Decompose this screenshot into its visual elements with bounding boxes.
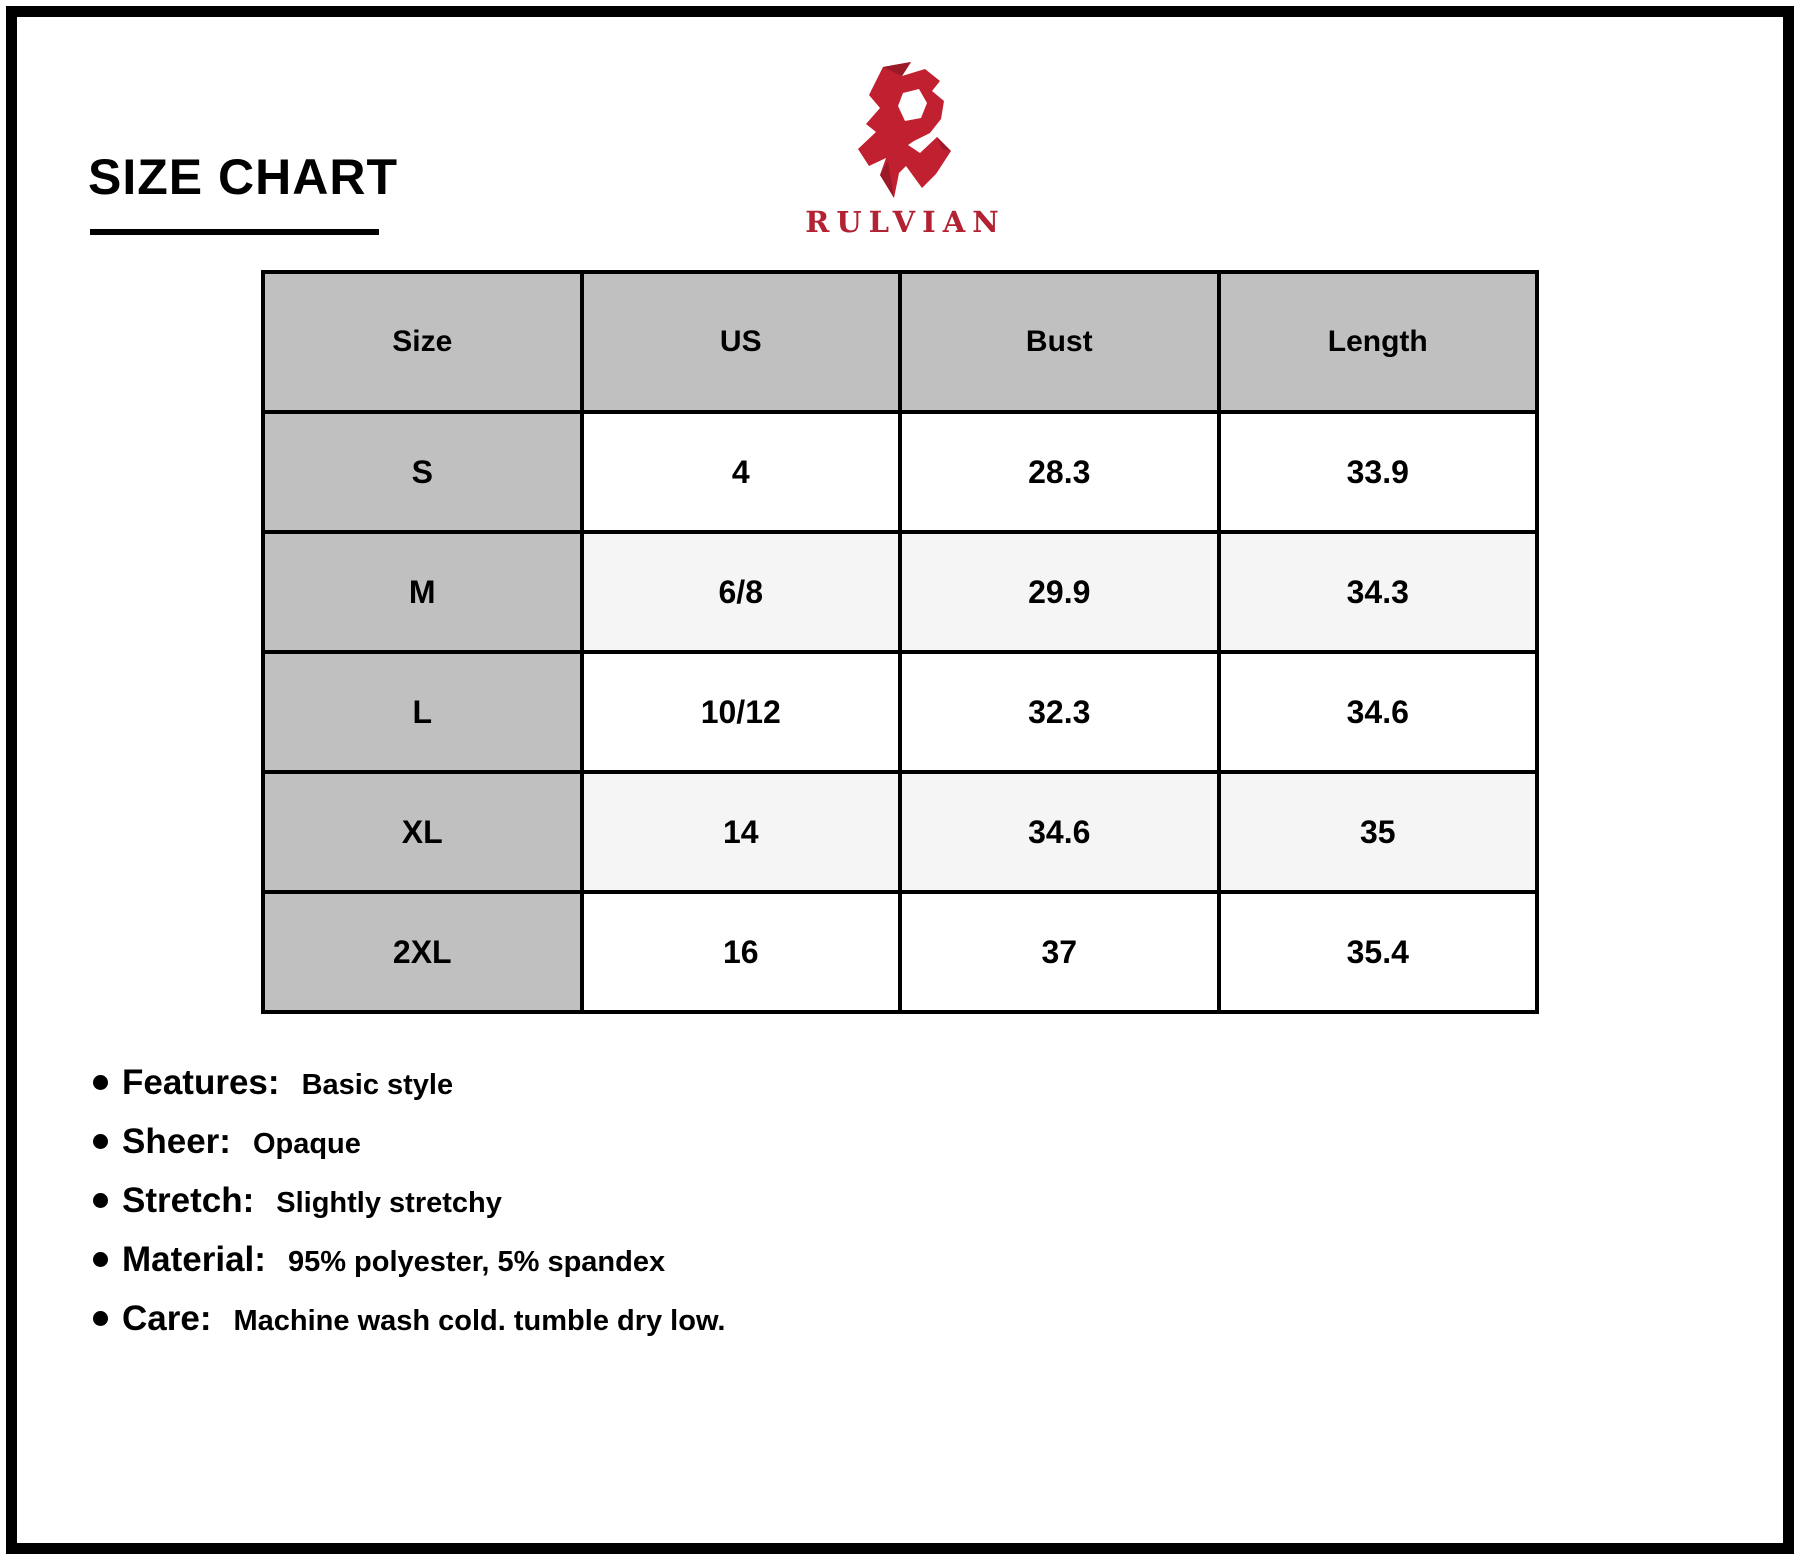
detail-value: Slightly stretchy — [276, 1186, 502, 1219]
table-row-m — [263, 532, 1537, 652]
cell-xl-length: 35 — [1219, 772, 1538, 892]
detail-item-stretch — [90, 1171, 726, 1230]
detail-label: Material: — [122, 1239, 266, 1279]
cell-m-length: 34.3 — [1219, 532, 1538, 652]
cell-2xl-length: 35.4 — [1219, 892, 1538, 1012]
cell-xl-bust: 34.6 — [900, 772, 1219, 892]
bullet-icon — [93, 1311, 108, 1326]
cell-xl-us: 14 — [582, 772, 901, 892]
cell-l-length: 34.6 — [1219, 652, 1538, 772]
detail-item-care — [90, 1289, 726, 1348]
size-table — [261, 270, 1539, 1014]
cell-2xl-us: 16 — [582, 892, 901, 1012]
cell-l-bust: 32.3 — [900, 652, 1219, 772]
detail-label: Features: — [122, 1062, 280, 1102]
bullet-icon — [93, 1075, 108, 1090]
detail-item-features — [90, 1053, 726, 1112]
detail-item-sheer — [90, 1112, 726, 1171]
detail-label: Sheer: — [122, 1121, 231, 1161]
bullet-icon — [93, 1252, 108, 1267]
brand-logo-icon — [845, 62, 961, 203]
detail-item-material — [90, 1230, 726, 1289]
cell-s-bust: 28.3 — [900, 412, 1219, 532]
column-header-bust: Bust — [900, 272, 1219, 412]
cell-m-us: 6/8 — [582, 532, 901, 652]
size-table-header-row — [263, 272, 1537, 412]
cell-s-length: 33.9 — [1219, 412, 1538, 532]
detail-value: Basic style — [301, 1068, 454, 1101]
cell-l-us: 10/12 — [582, 652, 901, 772]
column-header-us: US — [582, 272, 901, 412]
column-header-length: Length — [1219, 272, 1538, 412]
detail-label: Stretch: — [122, 1180, 255, 1220]
row-label-s: S — [263, 412, 582, 532]
cell-s-us: 4 — [582, 412, 901, 532]
product-details-list — [90, 1053, 726, 1348]
detail-value: Machine wash cold. tumble dry low. — [233, 1304, 726, 1337]
table-row-s — [263, 412, 1537, 532]
row-label-2xl: 2XL — [263, 892, 582, 1012]
column-header-size: Size — [263, 272, 582, 412]
cell-2xl-bust: 37 — [900, 892, 1219, 1012]
detail-label: Care: — [122, 1298, 212, 1338]
brand-wordmark: RULVIAN — [805, 205, 1006, 239]
row-label-xl: XL — [263, 772, 582, 892]
row-label-m: M — [263, 532, 582, 652]
table-row-2xl — [263, 892, 1537, 1012]
bullet-icon — [93, 1134, 108, 1149]
cell-m-bust: 29.9 — [900, 532, 1219, 652]
detail-value: Opaque — [252, 1127, 361, 1160]
bullet-icon — [93, 1193, 108, 1208]
row-label-l: L — [263, 652, 582, 772]
page-title: SIZE CHART — [88, 149, 398, 205]
detail-value: 95% polyester, 5% spandex — [287, 1245, 666, 1278]
table-row-l — [263, 652, 1537, 772]
table-row-xl — [263, 772, 1537, 892]
title-underline — [90, 229, 379, 235]
